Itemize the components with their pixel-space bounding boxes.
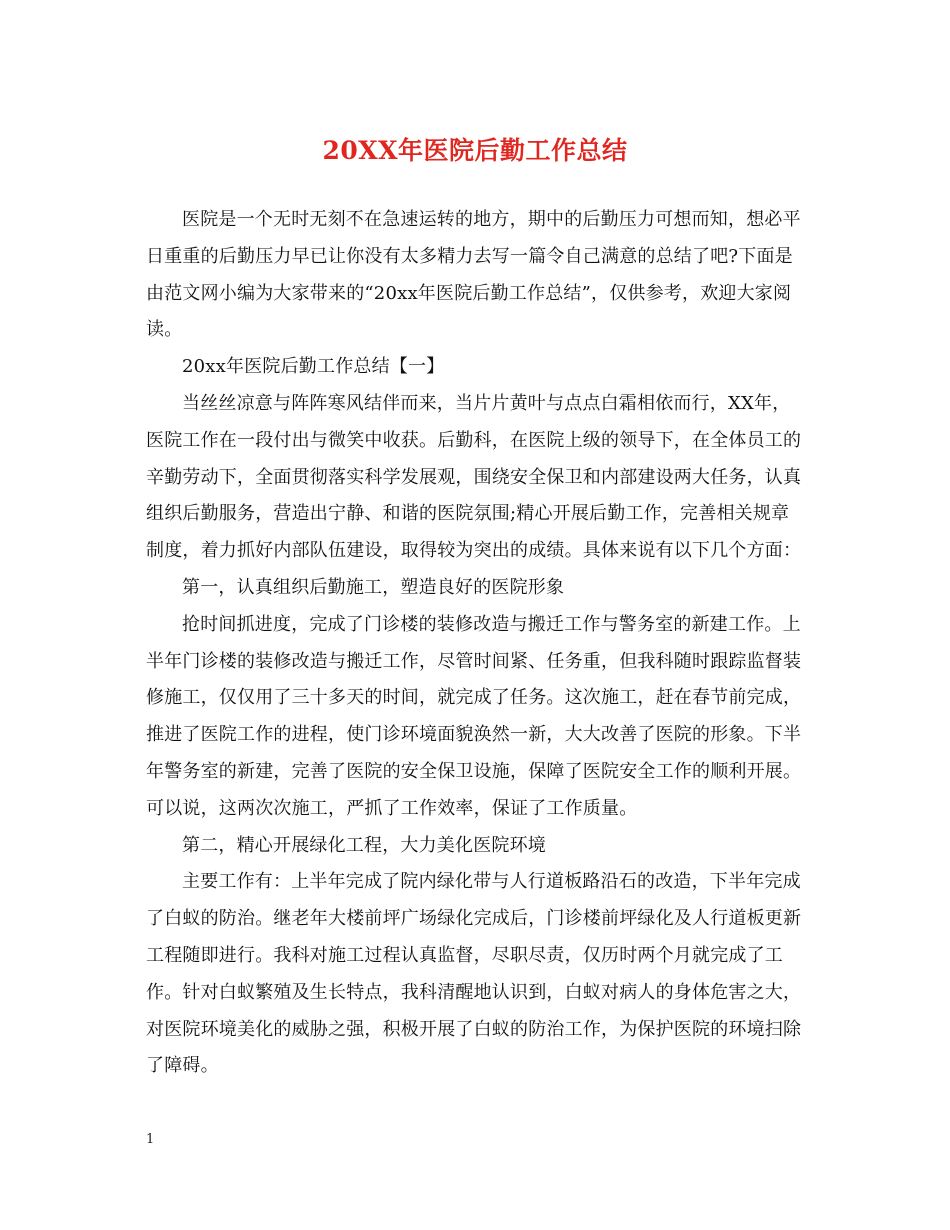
paragraph-construction: 抢时间抓进度，完成了门诊楼的装修改造与搬迁工作与警务室的新建工作。上半年门诊楼的装修改造与搬迁工作，尽管时间紧、任务重，但我科随时跟踪监督装修施工，仅仅用了三十多天的时间，就完成了任务。这次施工，赶在春节前完成，推进了医院工作的进程，使门诊环境面貌涣然一新，大大改善了医院的形象。下半年警务室的新建，完善了医院的安全保卫设施，保障了医院安全工作的顺利开展。可以说，这两次次施工，严抓了工作效率，保证了工作质量。 xyxy=(146,613,802,819)
paragraph-overview: 当丝丝凉意与阵阵寒风结伴而来，当片片黄叶与点点白霜相依而行，XX年，医院工作在一段付出与微笑中收获。后勤科，在医院上级的领导下，在全体员工的辛勤劳动下，全面贯彻落实科学发展观，围绕安全保卫和内部建设两大任务，认真组织后勤服务，营造出宁静、和谐的医院氛围;精心开展后勤工作，完善相关规章制度，着力抓好内部队伍建设，取得较为突出的成绩。具体来说有以下几个方面： xyxy=(146,392,802,562)
subheading-second: 第二，精心开展绿化工程，大力美化医院环境 xyxy=(182,834,546,856)
document-body xyxy=(146,202,806,1085)
subheading-first: 第一，认真组织后勤施工，塑造良好的医院形象 xyxy=(182,576,565,598)
paragraph-intro: 医院是一个无时无刻不在急速运转的地方，期中的后勤压力可想而知，想必平日重重的后勤压力早已让你没有太多精力去写一篇令自己满意的总结了吧?下面是由范文网小编为大家带来的“20xx年医院后勤工作总结”，仅供参考，欢迎大家阅读。 xyxy=(146,209,801,341)
paragraph-greening: 主要工作有：上半年完成了院内绿化带与人行道板路沿石的改造，下半年完成了白蚁的防治。继老年大楼前坪广场绿化完成后，门诊楼前坪绿化及人行道板更新工程随即进行。我科对施工过程认真监督，尽职尽责，仅历时两个月就完成了工作。针对白蚁繁殖及生长特点，我科清醒地认识到，白蚁对病人的身体危害之大，对医院环境美化的威胁之强，积极开展了白蚁的防治工作，为保护医院的环境扫除了障碍。 xyxy=(146,871,802,1077)
section-heading-one: 20xx年医院后勤工作总结【一】 xyxy=(182,356,445,378)
page-number: 1 xyxy=(146,1132,155,1147)
document-title: 20XX年医院后勤工作总结 xyxy=(322,136,628,165)
